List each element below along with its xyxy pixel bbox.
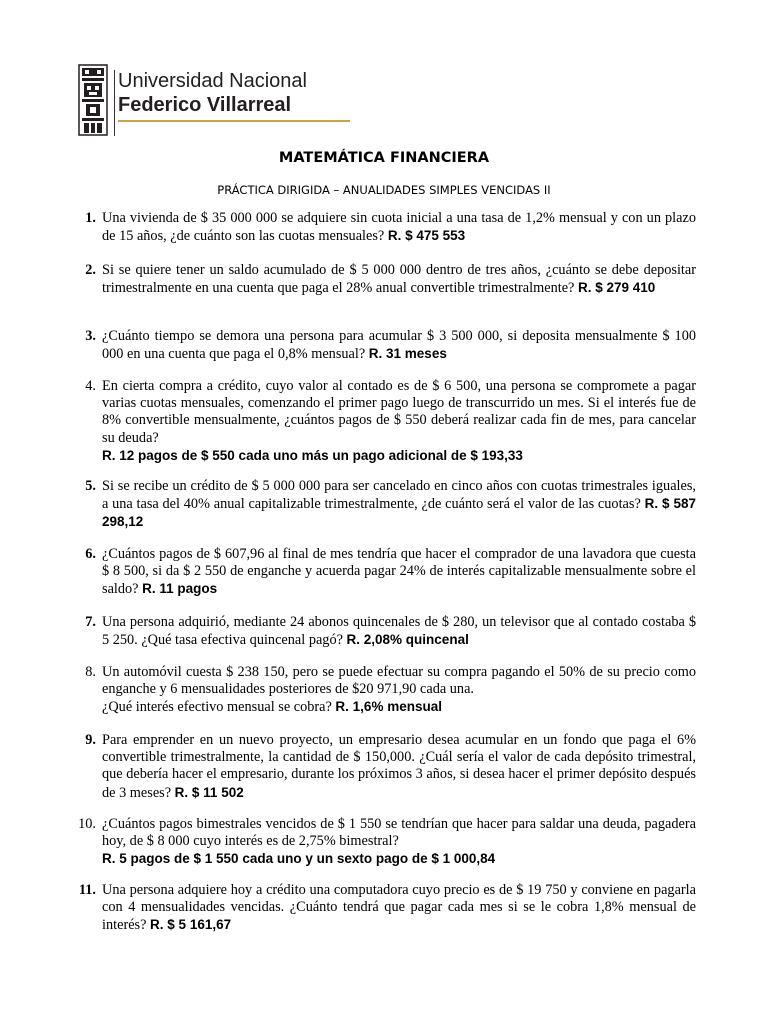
exercise-text — [102, 882, 696, 935]
exercise-number: 1. — [85, 210, 96, 226]
exercise-text — [102, 546, 696, 599]
exercise-statement: ¿Cuántos pagos de $ 607,96 al final de mes tendría que hacer el comprador de una lavadora que cuesta $ 8 500, si da $ 2 550 de enganche y acuerda pagar 24% de interés capitalizable mensualmente sobre el saldo? — [102, 546, 696, 598]
university-emblem-icon — [78, 64, 108, 136]
exercise-answer: R. $ 11 502 — [174, 784, 244, 800]
exercise-number: 8. — [85, 664, 96, 680]
exercise-statement: ¿Cuántos pagos bimestrales vencidos de $ 1 550 se tendrían que hacer para saldar una deuda, pagadera hoy, de $ 8 000 cuyo interés es de 2,75% bimestral? — [102, 816, 696, 850]
exercise-answer: R. 31 meses — [368, 346, 447, 362]
exercise-text — [102, 328, 696, 363]
exercise-number: 2. — [85, 262, 96, 278]
exercise-answer: R. 12 pagos de $ 550 cada uno más un pago adicional de $ 193,33 — [102, 447, 523, 463]
exercise-statement: Una persona adquiere hoy a crédito una computadora cuyo precio es de $ 19 750 y conviene en pagarla con 4 mensualidades vencidas. ¿Cuánto tendrá que pagar cada mes si se le cobra 1,8% mensual de interés? — [102, 882, 696, 934]
exercise-text — [102, 664, 696, 717]
exercise-text — [102, 210, 696, 245]
exercise-number: 9. — [85, 732, 96, 748]
exercise-statement: Para emprender en un nuevo proyecto, un empresario desea acumular en un fondo que paga el 6% convertible trimestralmente, la cantidad de $ 150,000. ¿Cuál sería el valor de cada depósito trimestral, que debería hacer el empresario, durante los próximos 3 años, si desea hacer el primer depósito después de 3 meses? — [102, 732, 696, 801]
exercise-text — [102, 732, 696, 802]
exercise-text — [102, 478, 696, 532]
exercise-number: 5. — [85, 478, 96, 494]
exercise-answer: R. 1,6% mensual — [335, 699, 442, 715]
exercise-number: 6. — [85, 546, 96, 562]
exercise-answer: R. $ 587 298,12 — [102, 496, 696, 530]
exercise-text — [102, 816, 696, 868]
exercise-number: 11. — [78, 882, 96, 898]
exercise-answer: R. $ 475 553 — [387, 228, 466, 244]
exercise-statement: Una vivienda de $ 35 000 000 se adquiere sin cuota inicial a una tasa de 1,2% mensual y con un plazo de 15 años, ¿de cuánto son las cuotas mensuales? — [102, 210, 696, 245]
exercise-statement: Un automóvil cuesta $ 238 150, pero se puede efectuar su compra pagando el 50% de su precio como enganche y 6 mensualidades posteriores de $20 971,90 cada una. — [102, 664, 696, 698]
exercise-question: ¿Qué interés efectivo mensual se cobra? — [102, 699, 332, 716]
exercise-text — [102, 378, 696, 464]
exercise-statement: En cierta compra a crédito, cuyo valor al contado es de $ 6 500, una persona se compromete a pagar varias cuotas mensuales, comenzando el primer pago luego de transcurrido un mes. Si el interés fue de 8% convertible mensualmente, ¿cuántos pagos de $ 550 deberá realizar cada fin de mes, para cancelar su deuda? — [102, 378, 696, 446]
exercise-answer: R. $ 279 410 — [577, 280, 656, 296]
exercise-number: 7. — [85, 614, 96, 630]
document-subtitle: PRÁCTICA DIRIGIDA – ANUALIDADES SIMPLES VENCIDAS II — [217, 183, 551, 197]
exercise-statement: Una persona adquirió, mediante 24 abonos quincenales de $ 280, un televisor que al contado costaba $ 5 250. ¿Qué tasa efectiva quincenal pagó? — [102, 614, 696, 649]
exercise-statement: Si se quiere tener un saldo acumulado de $ 5 000 000 dentro de tres años, ¿cuánto se debe depositar trimestralmente en una cuenta que paga el 28% anual convertible trimestralmente? — [102, 262, 696, 297]
logo-university-line: Universidad Nacional — [118, 70, 307, 92]
exercise-answer: R. 5 pagos de $ 1 550 cada uno y un sexto pago de $ 1 000,84 — [102, 851, 496, 867]
exercise-number: 3. — [85, 328, 96, 344]
exercise-number: 10. — [78, 816, 96, 832]
exercise-number: 4. — [85, 378, 96, 394]
exercise-text — [102, 614, 696, 649]
document-title: MATEMÁTICA FINANCIERA — [278, 150, 490, 166]
exercise-statement: ¿Cuánto tiempo se demora una persona para acumular $ 3 500 000, si deposita mensualmente $ 100 000 en una cuenta que paga el 0,8% mensual? — [102, 328, 696, 363]
exercise-statement: Si se recibe un crédito de $ 5 000 000 para ser cancelado en cinco años con cuotas trimestrales iguales, a una tasa del 40% anual capitalizable trimestralmente, ¿de cuánto será el valor de las cuotas? — [102, 478, 696, 513]
logo-divider — [114, 70, 115, 136]
exercise-answer: R. 2,08% quincenal — [346, 632, 469, 648]
exercise-text — [102, 262, 696, 297]
exercise-answer: R. 11 pagos — [142, 581, 218, 597]
logo-name-line: Federico Villarreal — [118, 94, 292, 116]
exercise-answer: R. $ 5 161,67 — [150, 917, 232, 933]
logo-underline — [118, 120, 350, 122]
